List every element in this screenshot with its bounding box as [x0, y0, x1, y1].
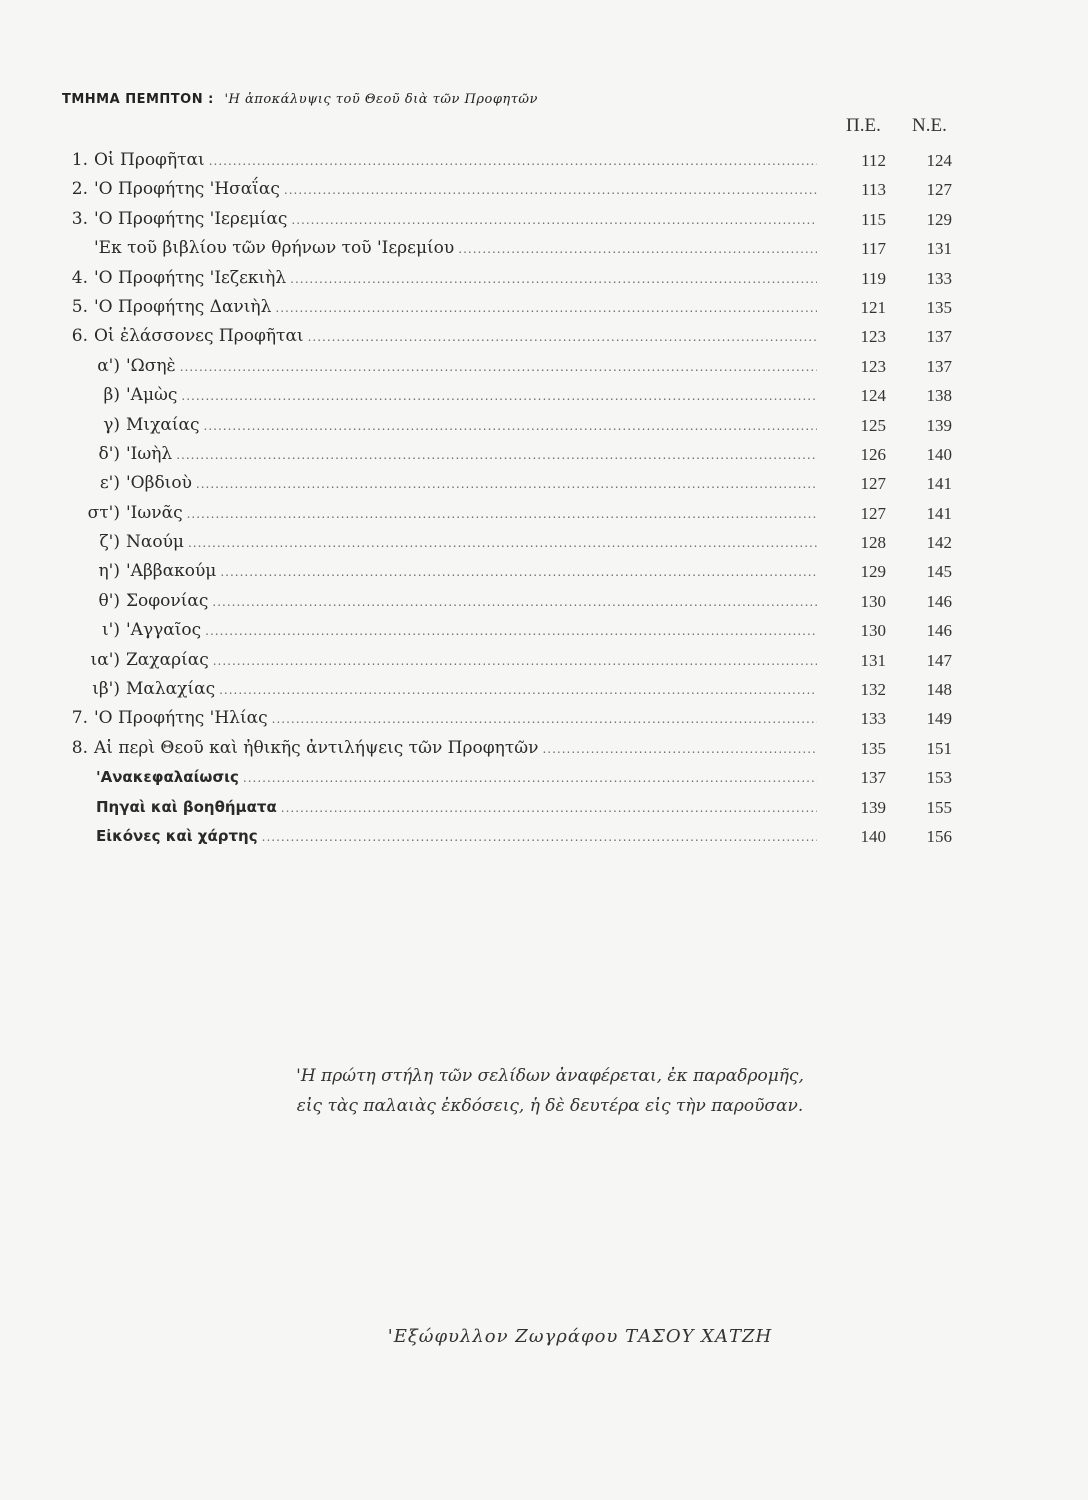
column-header-ne: Ν.Ε.: [912, 115, 947, 136]
page-number-old-edition: 137: [860, 768, 886, 788]
toc-row: [62, 528, 962, 557]
toc-entry-number: θ'): [98, 590, 120, 611]
toc-entry-title: Πηγαὶ καὶ βοηθήματα: [96, 797, 277, 816]
section-title: ΤΜΗΜΑ ΠΕΜΠΤΟΝ :: [62, 92, 214, 107]
page-number-new-edition: 151: [926, 738, 952, 758]
dot-leader: [212, 588, 817, 617]
toc-entry-title: 'Ο Προφήτης 'Ιερεμίας: [94, 208, 288, 229]
page-number-old-edition: 112: [861, 151, 886, 170]
dot-leader: [180, 353, 817, 382]
section-heading: [62, 92, 538, 107]
toc-row: [62, 557, 962, 586]
toc-entry-number: στ'): [87, 502, 120, 523]
dot-leader: [542, 735, 817, 764]
toc-entry-title: Μιχαίας: [126, 414, 200, 435]
toc-entry: [62, 616, 817, 646]
toc-entry-title: 'Οβδιοὺ: [126, 473, 192, 494]
page-number-new-edition: 146: [926, 621, 952, 641]
page-number-new-edition: 137: [926, 356, 952, 376]
toc-entry-title: 'Ιωὴλ: [126, 443, 173, 464]
page-number-new-edition: 127: [926, 180, 952, 200]
toc-entry-number: 6.: [71, 326, 88, 347]
page-number-new-edition: 124: [926, 151, 952, 170]
toc-row: [62, 734, 962, 763]
toc-row: [62, 381, 962, 410]
footnote-line-1: 'Η πρώτη στήλη τῶν σελίδων ἀναφέρεται, ἐκ παραδρομῆς,: [296, 1066, 804, 1086]
page-number-new-edition: 149: [926, 709, 952, 729]
toc-entry: [62, 146, 817, 176]
toc-entry-title: 'Αββακούμ: [126, 561, 217, 582]
toc-entry: [62, 205, 817, 235]
dot-leader: [272, 705, 817, 734]
page-number-old-edition: 135: [860, 738, 886, 758]
toc-entry-title: Ναούμ: [126, 532, 184, 553]
page-number-new-edition: 148: [926, 680, 952, 700]
toc-entry: [62, 264, 817, 294]
toc-entry: [62, 822, 817, 852]
page-number-old-edition: 126: [860, 444, 886, 464]
dot-leader: [181, 382, 817, 411]
dot-leader: [262, 823, 817, 852]
toc-row: [62, 763, 962, 792]
toc-entry: [62, 675, 817, 705]
toc-entry-number: ι'): [102, 620, 120, 641]
toc-entry-title: 'Ο Προφήτης 'Ιεζεκιὴλ: [94, 267, 287, 288]
page-number-old-edition: 133: [860, 709, 886, 729]
dot-leader: [275, 294, 817, 323]
toc-row: [62, 352, 962, 381]
page-number-old-edition: 127: [860, 474, 886, 494]
toc-entry: [62, 440, 817, 470]
toc-entry-number: 1.: [71, 150, 88, 170]
toc-entry: [62, 175, 817, 205]
page-number-old-edition: 117: [861, 239, 886, 259]
toc-entry-title: 'Ο Προφήτης 'Ησαΐας: [94, 179, 280, 200]
toc-entry-number: ια'): [90, 649, 120, 670]
toc-entry-number: 8.: [71, 737, 88, 758]
toc-entry-title: 'Ο Προφήτης 'Ηλίας: [94, 708, 268, 729]
toc-entry-title: 'Ιωνᾶς: [126, 502, 183, 523]
toc-entry-number: 2.: [71, 179, 88, 200]
toc-entry-title: Ζαχαρίας: [126, 649, 209, 670]
dot-leader: [205, 617, 817, 646]
page-number-new-edition: 131: [926, 239, 952, 259]
toc-entry-title: Σοφονίας: [126, 590, 209, 611]
page-number-old-edition: 113: [861, 180, 886, 200]
toc-row: [62, 146, 962, 175]
toc-entry: [62, 557, 817, 587]
toc-row: [62, 646, 962, 675]
dot-leader: [284, 176, 817, 205]
toc-row: [62, 469, 962, 498]
toc-row: [62, 822, 962, 851]
toc-entry-title: 'Ωσηὲ: [126, 355, 176, 376]
page-number-new-edition: 145: [926, 562, 952, 582]
toc-entry: [62, 411, 817, 441]
page-number-new-edition: 138: [926, 386, 952, 406]
toc-entry-title: Οἱ ἐλάσσονες Προφῆται: [94, 326, 304, 347]
dot-leader: [243, 764, 817, 793]
toc-entry: [62, 763, 817, 793]
toc-entry-number: 5.: [71, 296, 88, 317]
toc-entry: [62, 793, 817, 823]
toc-entry: [62, 381, 817, 411]
page-number-old-edition: 139: [860, 797, 886, 817]
page-number-old-edition: 129: [860, 562, 886, 582]
table-of-contents: [62, 146, 962, 851]
toc-row: [62, 175, 962, 204]
toc-entry: [62, 704, 817, 734]
page-number-old-edition: 123: [860, 356, 886, 376]
page-number-old-edition: 119: [861, 268, 886, 288]
toc-row: [62, 234, 962, 263]
toc-entry: [62, 528, 817, 558]
column-header-pe: Π.Ε.: [846, 115, 881, 136]
toc-entry: [62, 322, 817, 352]
toc-row: [62, 499, 962, 528]
cover-credit: 'Εξώφυλλον Ζωγράφου ΤΑΣΟΥ ΧΑΤΖΗ: [387, 1326, 773, 1347]
toc-entry: [62, 234, 817, 264]
toc-entry: [62, 499, 817, 529]
page-number-old-edition: 125: [860, 415, 886, 435]
toc-row: [62, 293, 962, 322]
toc-entry-number: β): [103, 385, 120, 406]
page-number-new-edition: 156: [926, 826, 952, 846]
page-number-new-edition: 129: [926, 209, 952, 229]
page-number-new-edition: 140: [926, 444, 952, 464]
section-subtitle: 'Η ἀποκάλυψις τοῦ Θεοῦ διὰ τῶν Προφητῶν: [224, 92, 538, 107]
toc-entry-number: η'): [98, 561, 120, 582]
dot-leader: [281, 794, 817, 823]
dot-leader: [204, 412, 817, 441]
page-number-new-edition: 147: [926, 650, 952, 670]
footnote-line-2: εἰς τὰς παλαιὰς ἐκδόσεις, ἡ δὲ δευτέρα εἰς τὴν παροῦσαν.: [296, 1096, 804, 1116]
toc-entry-title: Οἱ Προφῆται: [94, 150, 205, 170]
page-number-old-edition: 115: [861, 209, 886, 229]
toc-row: [62, 587, 962, 616]
toc-entry-number: δ'): [98, 443, 120, 464]
toc-entry-number: ε'): [99, 473, 120, 494]
page-number-new-edition: 137: [926, 327, 952, 347]
toc-entry-title: 'Αγγαῖος: [126, 620, 202, 641]
toc-entry-number: ζ'): [99, 532, 120, 553]
dot-leader: [187, 500, 817, 529]
toc-entry-number: α'): [97, 355, 120, 376]
page-number-old-edition: 124: [860, 386, 886, 406]
page-number-new-edition: 153: [926, 768, 952, 788]
dot-leader: [209, 147, 817, 176]
toc-entry-title: Αἱ περὶ Θεοῦ καὶ ἠθικῆς ἀντιλήψεις τῶν Προφητῶν: [94, 737, 539, 758]
dot-leader: [290, 265, 817, 294]
toc-row: [62, 793, 962, 822]
dot-leader: [458, 235, 817, 264]
toc-entry: [62, 469, 817, 499]
page-number-old-edition: 128: [860, 533, 886, 553]
dot-leader: [220, 558, 817, 587]
dot-leader: [176, 441, 817, 470]
page-number-old-edition: 121: [860, 297, 886, 317]
page-number-new-edition: 141: [926, 503, 952, 523]
toc-entry-title: 'Εκ τοῦ βιβλίου τῶν θρήνων τοῦ 'Ιερεμίου: [94, 238, 455, 259]
dot-leader: [196, 470, 817, 499]
page-number-old-edition: 123: [860, 327, 886, 347]
page-number-new-edition: 142: [926, 533, 952, 553]
page-number-old-edition: 127: [860, 503, 886, 523]
toc-entry-number: 7.: [71, 708, 88, 729]
dot-leader: [291, 206, 817, 235]
page-number-new-edition: 155: [926, 797, 952, 817]
toc-entry: [62, 646, 817, 676]
page-number-new-edition: 133: [926, 268, 952, 288]
toc-entry: [62, 587, 817, 617]
dot-leader: [188, 529, 817, 558]
page-number-old-edition: 131: [860, 650, 886, 670]
toc-entry: [62, 352, 817, 382]
toc-entry-title: Εἰκόνες καὶ χάρτης: [96, 826, 258, 845]
page-number-new-edition: 135: [926, 297, 952, 317]
toc-row: [62, 440, 962, 469]
page-number-new-edition: 141: [926, 474, 952, 494]
toc-row: [62, 704, 962, 733]
toc-entry-number: ιβ'): [92, 679, 120, 700]
toc-row: [62, 616, 962, 645]
toc-entry-title: 'Αμὼς: [126, 385, 178, 406]
page-number-old-edition: 130: [860, 621, 886, 641]
dot-leader: [219, 676, 817, 705]
toc-row: [62, 264, 962, 293]
toc-entry: [62, 293, 817, 323]
dot-leader: [213, 647, 817, 676]
toc-entry-title: 'Ο Προφήτης Δανιὴλ: [94, 296, 272, 317]
page-number-new-edition: 146: [926, 591, 952, 611]
page-number-old-edition: 140: [860, 826, 886, 846]
page-number-old-edition: 130: [860, 591, 886, 611]
page-number-old-edition: 132: [860, 680, 886, 700]
dot-leader: [308, 323, 817, 352]
toc-entry-number: 3.: [71, 208, 88, 229]
toc-entry-number: 4.: [71, 267, 88, 288]
toc-entry: [62, 734, 817, 764]
toc-entry-title: 'Ανακεφαλαίωσις: [96, 768, 239, 787]
page-number-new-edition: 139: [926, 415, 952, 435]
toc-row: [62, 675, 962, 704]
toc-row: [62, 411, 962, 440]
toc-row: [62, 322, 962, 351]
toc-entry-number: γ): [103, 414, 120, 435]
toc-entry-title: Μαλαχίας: [126, 679, 216, 700]
toc-row: [62, 205, 962, 234]
